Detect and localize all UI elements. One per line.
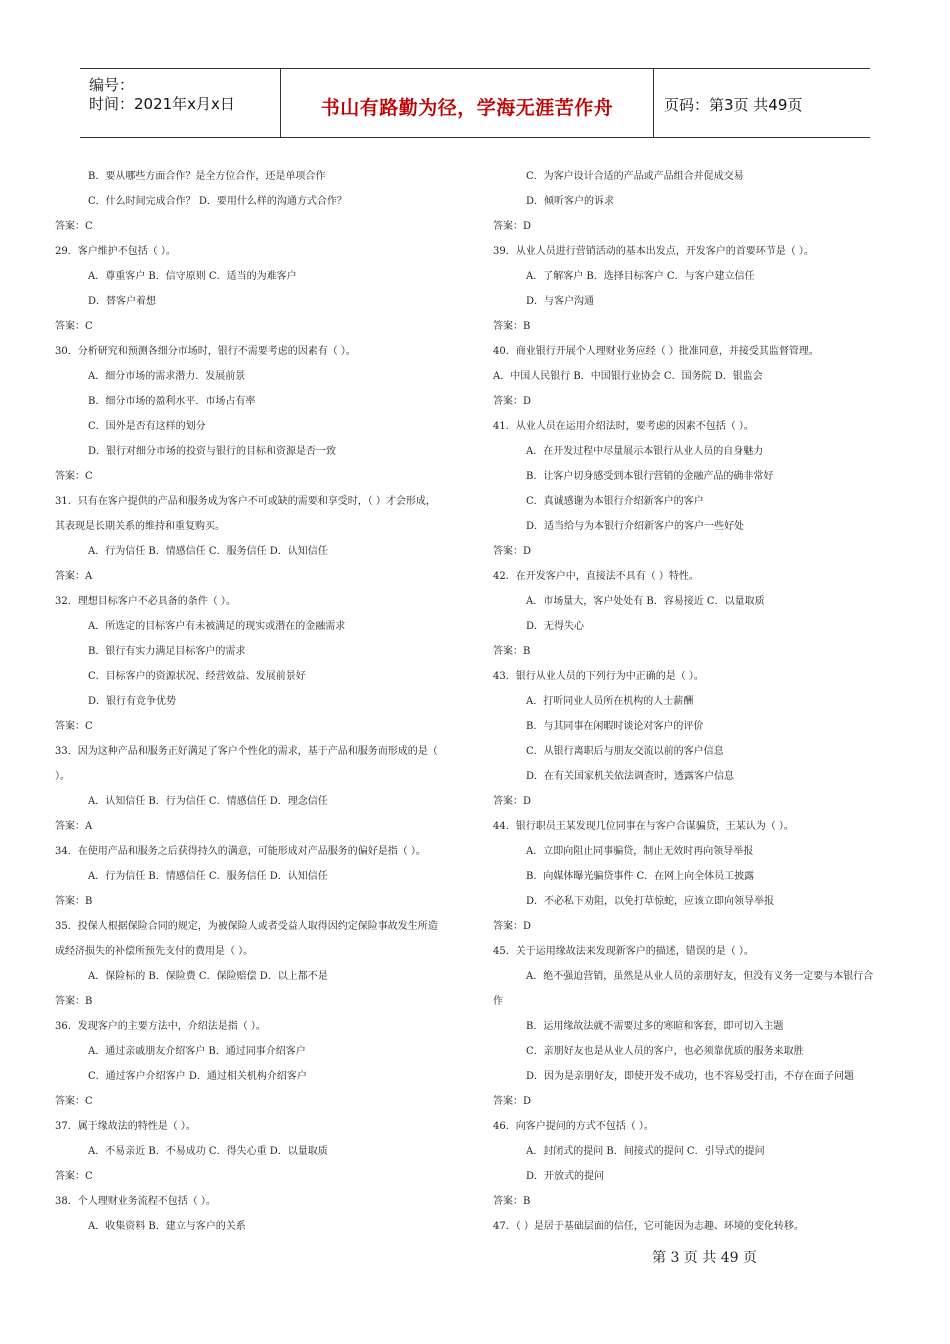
text-line: 其表现是长期关系的维持和重复购买。 <box>55 521 225 532</box>
text-line: 40．商业银行开展个人理财业务应经（ ）批准同意，并接受其监督管理。 <box>493 346 819 357</box>
text-line: A．保险标的 B．保险费 C．保险赔偿 D．以上都不是 <box>88 971 328 982</box>
text-line: 答案：B <box>55 996 93 1007</box>
text-line: A．行为信任 B．情感信任 C．服务信任 D．认知信任 <box>88 871 328 882</box>
text-line: B．让客户切身感受到本银行营销的金融产品的确非常好 <box>526 471 774 482</box>
text-line: 答案：C <box>55 221 93 232</box>
text-line: B．与其同事在闲暇时谈论对客户的评价 <box>526 721 704 732</box>
text-line: D．在有关国家机关依法调查时，透露客户信息 <box>526 771 735 782</box>
text-line: C．从银行离职后与朋友交流以前的客户信息 <box>526 746 724 757</box>
text-line: 37．属于缘故法的特性是（ ）。 <box>55 1121 196 1132</box>
text-line: D．银行有竞争优势 <box>88 696 177 707</box>
text-line: A．立即向阻止同事骗贷，制止无效时再向领导举报 <box>526 846 754 857</box>
text-line: 46．向客户提问的方式不包括（ ）。 <box>493 1121 654 1132</box>
page-footer: 第 3 页 共 49 页 <box>652 1250 757 1266</box>
text-line: C．亲朋好友也是从业人员的客户，也必须靠优质的服务来取胜 <box>526 1046 804 1057</box>
text-line: B．运用缘故法就不需要过多的寒暄和客套，即可切入主题 <box>526 1021 784 1032</box>
text-line: A．认知信任 B．行为信任 C．情感信任 D．理念信任 <box>88 796 328 807</box>
document-header <box>80 68 870 138</box>
text-line: 答案：D <box>493 921 532 932</box>
text-line: A．行为信任 B．情感信任 C．服务信任 D．认知信任 <box>88 546 328 557</box>
text-line: 答案：C <box>55 1096 93 1107</box>
text-line: C．为客户设计合适的产品或产品组合并促成交易 <box>526 171 744 182</box>
text-line: 答案：B <box>55 896 93 907</box>
doc-number-label: 编号： <box>89 76 135 94</box>
text-line: 成经济损失的补偿所预先支付的费用是（ ）。 <box>55 946 254 957</box>
text-line: 42．在开发客户中，直接法不具有（ ）特性。 <box>493 571 699 582</box>
text-line: D．银行对细分市场的投资与银行的目标和资源是否一致 <box>88 446 337 457</box>
text-line: A．绝不强迫营销，虽然是从业人员的亲朋好友，但没有义务一定要与本银行合 <box>526 971 874 982</box>
header-meta-cell <box>80 69 281 137</box>
text-line: A．细分市场的需求潜力．发展前景 <box>88 371 246 382</box>
text-line: B．向媒体曝光骗贷事件 C．在网上向全体员工披露 <box>526 871 755 882</box>
text-line: C．真诚感谢为本银行介绍新客户的客户 <box>526 496 704 507</box>
text-line: A．了解客户 B．选择目标客户 C．与客户建立信任 <box>526 271 755 282</box>
text-line: 答案：C <box>55 471 93 482</box>
text-line: 31．只有在客户提供的产品和服务成为客户不可或缺的需要和享受时，（ ）才会形成， <box>55 496 436 507</box>
text-line: 作 <box>493 996 503 1007</box>
text-line: B．银行有实力满足目标客户的需求 <box>88 646 246 657</box>
text-line: A．尊重客户 B．信守原则 C．适当的为难客户 <box>88 271 297 282</box>
text-line: 答案：B <box>493 1196 531 1207</box>
header-motto-cell <box>281 69 654 137</box>
doc-date-label: 时间：2021年x月x日 <box>89 95 235 113</box>
right-column <box>493 164 913 1239</box>
text-line: 答案：A <box>55 571 93 582</box>
text-line: D．与客户沟通 <box>526 296 595 307</box>
text-line: 答案：D <box>493 546 532 557</box>
text-line: 答案：C <box>55 721 93 732</box>
text-line: A．通过亲戚朋友介绍客户 B．通过同事介绍客户 <box>88 1046 306 1057</box>
text-line: C．国外是否有这样的划分 <box>88 421 206 432</box>
text-line: A．不易亲近 B．不易成功 C．得失心重 D．以量取质 <box>88 1146 328 1157</box>
header-page-cell <box>654 69 870 137</box>
text-line: 答案：B <box>493 646 531 657</box>
text-line: 43．银行从业人员的下列行为中正确的是（ ）。 <box>493 671 704 682</box>
text-line: 答案：D <box>493 396 532 407</box>
text-line: 答案：D <box>493 796 532 807</box>
text-line: 33．因为这种产品和服务正好满足了客户个性化的需求，基于产品和服务而形成的是（ <box>55 746 438 757</box>
text-line: 29．客户维护不包括（ ）。 <box>55 246 176 257</box>
text-line: B．细分市场的盈利水平．市场占有率 <box>88 396 256 407</box>
text-line: 35．投保人根据保险合同的规定，为被保险人或者受益人取得因约定保险事故发生所造 <box>55 921 438 932</box>
text-line: 答案：C <box>55 1171 93 1182</box>
text-line: 答案：D <box>493 1096 532 1107</box>
text-line: D．无得失心 <box>526 621 585 632</box>
text-line: B．要从哪些方面合作？是全方位合作，还是单项合作 <box>88 171 326 182</box>
text-line: 38．个人理财业务流程不包括（ ）。 <box>55 1196 216 1207</box>
text-line: 45．关于运用缘故法来发现新客户的描述，错误的是（ ）。 <box>493 946 754 957</box>
text-line: 39．从业人员进行营销活动的基本出发点，开发客户的首要环节是（ ）。 <box>493 246 814 257</box>
text-line: 36．发现客户的主要方法中，介绍法是指（ ）。 <box>55 1021 266 1032</box>
text-line: A．所选定的目标客户有未被满足的现实或潜在的金融需求 <box>88 621 346 632</box>
text-line: 47．（ ）是居于基础层面的信任，它可能因为志趣、环境的变化转移。 <box>493 1221 804 1232</box>
text-line: A．中国人民银行 B．中国银行业协会 C．国务院 D．银监会 <box>493 371 763 382</box>
text-line: D．替客户着想 <box>88 296 157 307</box>
text-line: D．倾听客户的诉求 <box>526 196 615 207</box>
text-line: 41．从业人员在运用介绍法时，要考虑的因素不包括（ ）。 <box>493 421 754 432</box>
text-line: D．不必私下劝阻，以免打草惊蛇，应该立即向领导举报 <box>526 896 775 907</box>
text-line: D．适当给与为本银行介绍新客户的客户一些好处 <box>526 521 745 532</box>
header-page-label: 页码：第3页 共49页 <box>664 96 803 114</box>
text-line: A．封闭式的提问 B．间接式的提问 C．引导式的提问 <box>526 1146 765 1157</box>
text-line: 34．在使用产品和服务之后获得持久的满意，可能形成对产品服务的偏好是指（ ）。 <box>55 846 426 857</box>
header-motto: 书山有路勤为径，学海无涯苦作舟 <box>320 97 614 119</box>
text-line: C．目标客户的资源状况、经营效益、发展前景好 <box>88 671 306 682</box>
text-line: D．因为是亲朋好友，即使开发不成功，也不容易受打击，不存在面子问题 <box>526 1071 855 1082</box>
text-line: A．收集资料 B．建立与客户的关系 <box>88 1221 246 1232</box>
text-line: ）。 <box>55 771 70 782</box>
text-line: 答案：A <box>55 821 93 832</box>
text-line: C．通过客户介绍客户 D．通过相关机构介绍客户 <box>88 1071 307 1082</box>
text-line: A．市场量大，客户处处有 B．容易接近 C．以量取质 <box>526 596 765 607</box>
text-line: 答案：C <box>55 321 93 332</box>
left-column <box>55 164 475 1239</box>
text-line: 答案：D <box>493 221 532 232</box>
text-line: 答案：B <box>493 321 531 332</box>
text-line: D．开放式的提问 <box>526 1171 605 1182</box>
text-line: 30．分析研究和预测各细分市场时，银行不需要考虑的因素有（ ）。 <box>55 346 356 357</box>
text-line: A．在开发过程中尽量展示本银行从业人员的自身魅力 <box>526 446 764 457</box>
text-line: 32．理想目标客户不必具备的条件（ ）。 <box>55 596 236 607</box>
text-line: C．什么时间完成合作？ D．要用什么样的沟通方式合作？ <box>88 196 347 207</box>
text-line: A．打听同业人员所在机构的人士薪酬 <box>526 696 694 707</box>
text-line: 44．银行职员王某发现几位同事在与客户合谋骗贷，王某认为（ ）。 <box>493 821 794 832</box>
